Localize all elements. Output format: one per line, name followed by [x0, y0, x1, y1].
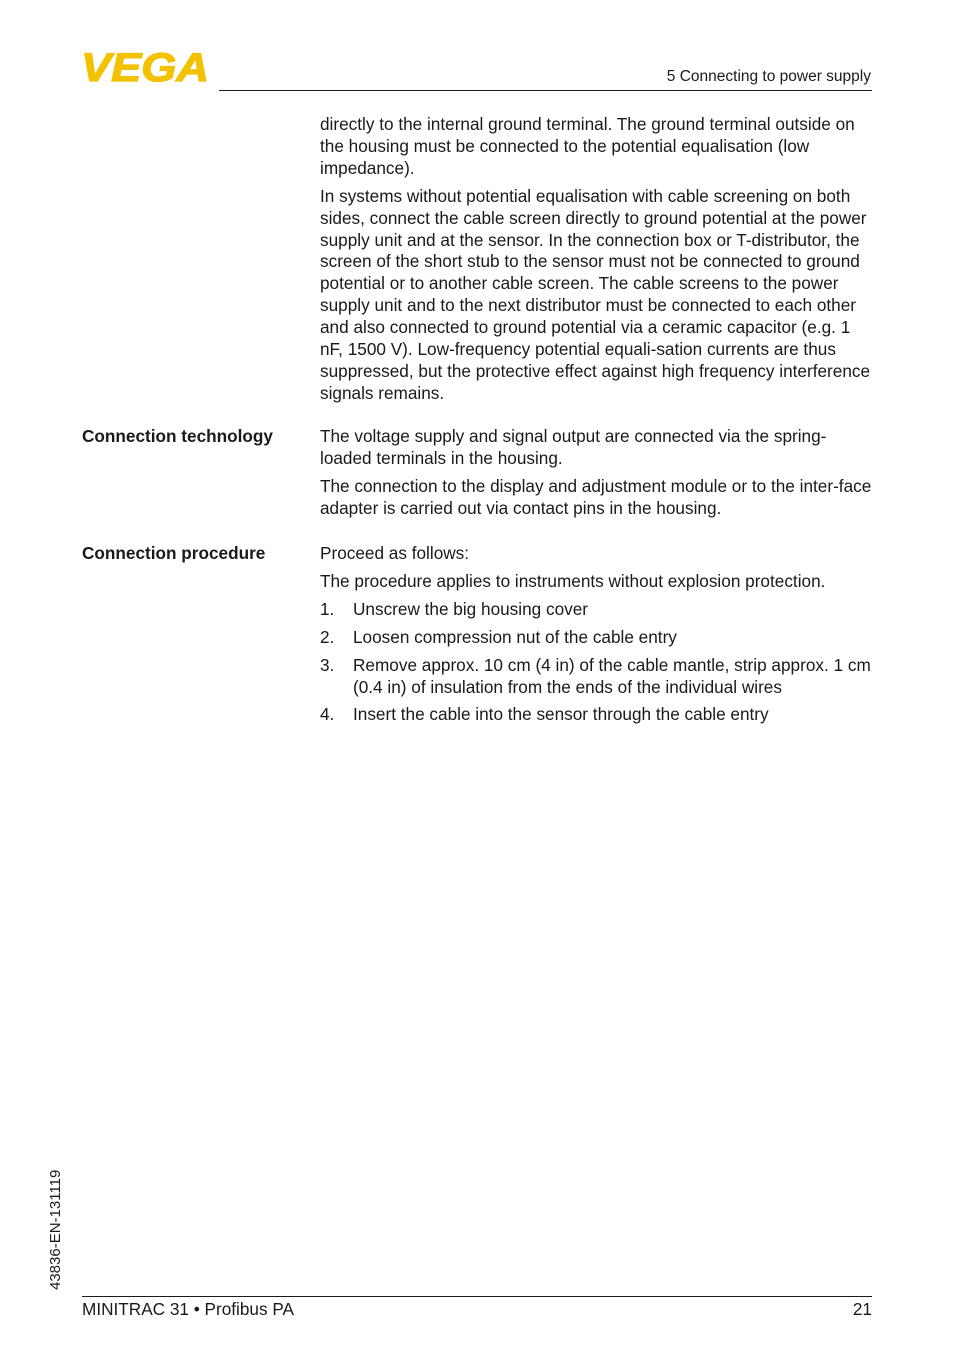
intro-paragraph-1: directly to the internal ground terminal. The ground terminal outside on the housing must be connected to the potential equalisation (low impedance).: [320, 114, 855, 178]
step-number: 1.: [320, 598, 335, 619]
page-number: 21: [852, 1299, 872, 1319]
document-id: 43836-EN-131119: [47, 1169, 64, 1290]
connection-technology-paragraph-2: The connection to the display and adjustment module or to the inter-face adapter is carried out via contact pins in the housing.: [320, 475, 872, 518]
header-section-title: 5 Connecting to power supply: [666, 68, 871, 85]
connection-technology-label: Connection technology: [82, 426, 273, 446]
step-number: 2.: [320, 626, 335, 647]
vega-logo: [81, 50, 211, 84]
step-number: 3.: [320, 654, 335, 675]
step-text: Remove approx. 10 cm (4 in) of the cable mantle, strip approx. 1 cm (0.4 in) of insulation from the ends of the individual wires: [353, 654, 871, 697]
connection-technology-paragraph-1: The voltage supply and signal output are connected via the spring-loaded terminals in the housing.: [320, 426, 827, 468]
footer-divider: [82, 1296, 872, 1297]
svg-text:VEGA: VEGA: [81, 50, 209, 84]
header-divider: [219, 90, 872, 91]
connection-procedure-label: Connection procedure: [82, 543, 266, 563]
step-text: Insert the cable into the sensor through the cable entry: [353, 704, 769, 725]
list-item: [320, 627, 876, 649]
step-text: Loosen compression nut of the cable entry: [353, 626, 677, 647]
procedure-intro: Proceed as follows:: [320, 543, 470, 563]
list-item: [320, 704, 876, 726]
procedure-scope: The procedure applies to instruments without explosion protection.: [320, 570, 826, 591]
footer-product-name: MINITRAC 31 • Profibus PA: [82, 1299, 295, 1319]
intro-paragraph-2: In systems without potential equalisation with cable screening on both sides, connect the cable screen directly to ground potential at the power supply unit and at the sensor. In the connection box or T-distributor, the screen of the short stub to the sensor must not be connected to ground potential or to another cable screen. The cable screens to the power supply unit and to the next distributor must be connected to each other and also connected to ground potential via a ceramic capacitor (e.g. 1 nF, 1500 V). Low-frequency potential equali-sation currents are thus suppressed, but the protective effect against high frequency interference signals remains.: [320, 185, 871, 403]
connection-technology-text: [320, 426, 876, 520]
step-text: Unscrew the big housing cover: [353, 598, 589, 619]
connection-procedure-text: [320, 543, 876, 726]
list-item: [320, 599, 876, 621]
list-item: [320, 655, 876, 699]
intro-text: [320, 114, 876, 405]
step-number: 4.: [320, 704, 335, 725]
